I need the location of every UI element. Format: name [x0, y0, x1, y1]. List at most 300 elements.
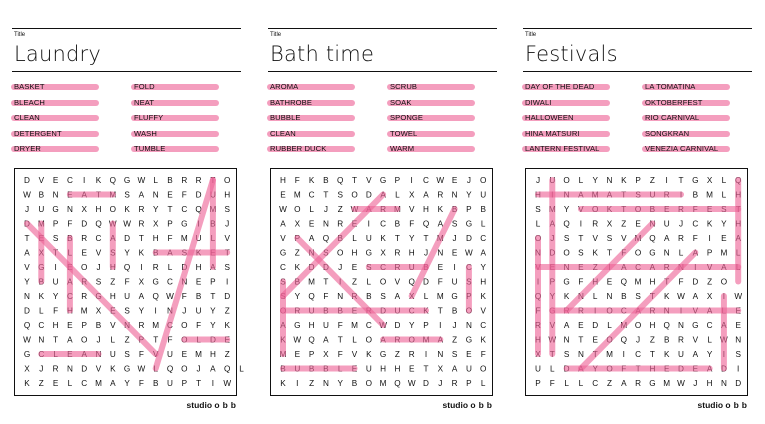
grid-letter: S	[563, 350, 570, 359]
puzzle-title: Festivals	[525, 42, 618, 66]
grid-letter: M	[634, 234, 642, 243]
grid-letter: H	[535, 335, 541, 345]
grid-letter: P	[549, 277, 556, 287]
grid-letter: V	[280, 234, 286, 243]
grid-letter: A	[110, 379, 116, 388]
grid-letter: D	[549, 248, 556, 258]
grid-letter: E	[706, 205, 713, 214]
grid-letter: H	[735, 190, 742, 200]
grid-letter: Q	[563, 219, 570, 229]
grid-letter: P	[167, 219, 173, 229]
word-list-item	[525, 144, 599, 153]
grid-letter: J	[423, 248, 429, 258]
grid-letter: X	[294, 219, 301, 229]
grid-letter: R	[337, 219, 344, 229]
grid-letter: B	[451, 205, 458, 214]
grid-letter: A	[578, 364, 584, 374]
grid-letter: E	[351, 263, 358, 272]
grid-letter: T	[196, 379, 202, 388]
grid-letter: J	[96, 263, 101, 272]
word-list-item	[390, 144, 414, 153]
grid-letter: N	[535, 248, 541, 258]
grid-letter: Q	[95, 219, 102, 229]
grid-letter: A	[67, 277, 73, 287]
grid-letter: C	[706, 321, 713, 330]
word-list-item	[134, 113, 163, 122]
grid-letter: L	[53, 350, 58, 359]
grid-letter: R	[394, 263, 401, 272]
grid-letter: M	[634, 277, 642, 287]
grid-letter: T	[578, 335, 584, 345]
grid-letter: Y	[592, 364, 598, 374]
grid-letter: V	[394, 277, 401, 287]
grid-letter: N	[437, 248, 444, 258]
grid-letter: I	[579, 219, 583, 229]
grid-letter: O	[379, 277, 387, 287]
grid-letter: L	[721, 306, 727, 316]
grid-letter: F	[323, 292, 329, 301]
grid-letter: S	[380, 292, 386, 301]
grid-letter: U	[124, 292, 131, 301]
grid-letter: I	[694, 263, 697, 272]
grid-letter: C	[465, 263, 472, 272]
grid-letter: Q	[166, 364, 174, 374]
grid-letter: R	[351, 292, 358, 301]
grid-letter: K	[195, 248, 202, 258]
grid-letter: H	[308, 321, 315, 330]
grid-letter: U	[109, 350, 116, 359]
grid-letter: V	[592, 234, 598, 243]
grid-letter: E	[635, 219, 641, 229]
word-label: SPONGE	[390, 113, 424, 122]
grid-letter: S	[110, 248, 116, 258]
grid-letter: T	[53, 335, 59, 345]
grid-letter: W	[279, 205, 287, 214]
grid-letter: V	[692, 335, 699, 345]
word-list-item	[14, 113, 40, 122]
grid-letter: Y	[52, 292, 59, 301]
word-label: CLEAN	[270, 128, 296, 138]
grid-letter: S	[124, 306, 130, 316]
grid-letter: C	[280, 263, 286, 272]
grid-letter: O	[181, 364, 188, 374]
grid-letter: H	[649, 364, 656, 374]
grid-letter: Q	[649, 234, 656, 243]
grid-letter: S	[95, 277, 102, 287]
word-label: TUMBLE	[134, 144, 166, 153]
grid-letter: G	[123, 176, 131, 185]
grid-letter: D	[423, 277, 429, 287]
grid-letter: V	[38, 176, 45, 185]
grid-letter: A	[380, 335, 386, 345]
grid-letter: Z	[649, 176, 655, 185]
grid-letter: S	[578, 248, 584, 258]
grid-letter: E	[351, 364, 358, 374]
grid-letter: C	[423, 176, 429, 185]
grid-letter: H	[535, 190, 541, 200]
grid-letter: O	[606, 364, 613, 374]
grid-letter: W	[407, 379, 416, 388]
grid-letter: G	[123, 364, 131, 374]
grid-letter: I	[737, 364, 740, 374]
word-list-item	[645, 113, 699, 122]
grid-letter: K	[110, 364, 116, 374]
grid-letter: F	[437, 277, 443, 287]
grid-letter: T	[53, 248, 59, 258]
grid-letter: Q	[620, 335, 627, 345]
grid-letter: E	[663, 205, 670, 214]
grid-letter: I	[54, 263, 57, 272]
grid-letter: G	[692, 321, 699, 330]
grid-letter: D	[24, 176, 30, 185]
grid-letter: I	[708, 234, 711, 243]
brand-studio: studio	[697, 400, 724, 410]
grid-letter: Q	[195, 205, 202, 214]
grid-letter: A	[692, 292, 699, 301]
grid-letter: E	[549, 263, 556, 272]
grid-letter: R	[52, 364, 59, 374]
grid-letter: S	[635, 190, 641, 200]
grid-letter: D	[209, 335, 216, 345]
grid-letter: I	[608, 263, 611, 272]
grid-letter: G	[563, 277, 570, 287]
title-rule	[523, 71, 752, 72]
grid-letter: K	[280, 335, 286, 345]
brand-studio: studio	[442, 400, 469, 410]
grid-letter: H	[195, 263, 202, 272]
grid-letter: E	[735, 306, 741, 316]
grid-letter: R	[663, 190, 670, 200]
grid-letter: L	[607, 321, 612, 330]
grid-letter: E	[578, 321, 584, 330]
grid-letter: T	[423, 234, 429, 243]
grid-letter: D	[678, 364, 684, 374]
word-label: AROMA	[270, 82, 299, 91]
grid-letter: H	[351, 248, 358, 258]
grid-letter: T	[664, 277, 670, 287]
grid-letter: Y	[210, 306, 216, 316]
found-word-strike	[27, 224, 159, 355]
grid-letter: W	[720, 335, 728, 345]
grid-letter: R	[138, 321, 145, 330]
word-list-item	[134, 129, 157, 138]
grid-letter: L	[550, 364, 555, 374]
grid-letter: M	[422, 335, 430, 345]
word-label: SOAK	[390, 97, 412, 107]
grid-letter: F	[549, 379, 555, 388]
word-label: SONGKRAN	[645, 128, 690, 138]
grid-letter: J	[39, 364, 44, 374]
grid-letter: G	[279, 248, 287, 258]
word-label: BUBBLE	[270, 113, 301, 122]
grid-letter: V	[351, 350, 358, 359]
word-label: LANTERN FESTIVAL	[525, 144, 600, 153]
grid-letter: S	[535, 205, 541, 214]
grid-letter: N	[152, 190, 159, 200]
grid-letter: K	[138, 248, 145, 258]
grid-letter: O	[408, 335, 415, 345]
word-list-item	[14, 144, 41, 153]
grid-letter: D	[322, 263, 329, 272]
grid-letter: D	[181, 263, 188, 272]
grid-letter: R	[152, 263, 159, 272]
brand-footer	[187, 400, 239, 410]
title-label: Title	[525, 32, 537, 38]
grid-letter: J	[96, 335, 101, 345]
grid-letter: O	[365, 335, 372, 345]
grid-letter: A	[621, 263, 627, 272]
grid-letter: E	[308, 219, 315, 229]
grid-letter: N	[720, 379, 727, 388]
grid-letter: Y	[480, 263, 486, 272]
word-label: FLUFFY	[134, 113, 164, 122]
grid-letter: R	[394, 335, 401, 345]
puzzle-title: Laundry	[14, 42, 101, 66]
grid-letter: M	[620, 321, 628, 330]
grid-letter: E	[451, 176, 458, 185]
grid-letter: E	[67, 190, 73, 200]
grid-letter: I	[622, 350, 625, 359]
grid-letter: M	[436, 292, 444, 301]
grid-letter: A	[606, 190, 613, 200]
grid-letter: I	[424, 350, 428, 359]
grid-letter: N	[308, 248, 315, 258]
top-rule	[12, 28, 241, 29]
grid-letter: Z	[224, 350, 230, 359]
grid-letter: U	[38, 205, 45, 214]
grid-letter: A	[366, 205, 372, 214]
grid-letter: V	[24, 263, 30, 272]
grid-letter: A	[138, 292, 145, 301]
grid-letter: V	[95, 248, 102, 258]
grid-letter: I	[679, 306, 683, 316]
grid-letter: K	[95, 176, 102, 185]
grid-letter: B	[323, 306, 329, 316]
grid-letter: V	[366, 176, 372, 185]
grid-letter: P	[308, 350, 315, 359]
grid-letter: L	[196, 335, 201, 345]
grid-letter: U	[535, 364, 541, 374]
grid-letter: Y	[337, 379, 343, 388]
grid-letter: W	[123, 219, 131, 229]
grid-letter: N	[606, 176, 613, 185]
grid-letter: J	[636, 335, 641, 345]
grid-letter: E	[67, 350, 73, 359]
grid-letter: K	[24, 379, 30, 388]
grid-letter: X	[706, 292, 713, 301]
grid-letter: E	[408, 364, 415, 374]
grid-letter: F	[578, 277, 584, 287]
grid-letter: U	[451, 277, 458, 287]
grid-letter: E	[351, 306, 358, 316]
grid-letter: X	[437, 364, 444, 374]
grid-letter: E	[181, 350, 188, 359]
grid-letter: L	[578, 176, 584, 185]
grid-letter: H	[152, 234, 159, 243]
grid-letter: F	[167, 335, 173, 345]
grid-letter: X	[606, 219, 613, 229]
grid-letter: Y	[210, 321, 216, 330]
grid-letter: E	[663, 364, 670, 374]
grid-letter: S	[280, 292, 286, 301]
grid-letter: R	[195, 176, 202, 185]
grid-letter: L	[578, 379, 584, 388]
grid-letter: L	[678, 248, 684, 258]
grid-letter: H	[109, 263, 116, 272]
grid-letter: J	[438, 379, 443, 388]
grid-letter: A	[437, 335, 444, 345]
grid-letter: L	[423, 292, 429, 301]
grid-letter: I	[197, 219, 200, 229]
grid-letter: U	[549, 176, 556, 185]
grid-letter: A	[437, 219, 444, 229]
grid-letter: B	[323, 176, 329, 185]
grid-letter: A	[210, 364, 216, 374]
grid-letter: M	[393, 205, 401, 214]
grid-letter: S	[52, 234, 59, 243]
grid-letter: A	[649, 263, 656, 272]
grid-letter: S	[635, 292, 641, 301]
grid-letter: Q	[534, 292, 542, 301]
grid-letter: K	[423, 306, 429, 316]
grid-letter: V	[480, 306, 486, 316]
grid-letter: F	[181, 292, 187, 301]
grid-letter: L	[110, 335, 116, 345]
grid-letter: M	[436, 234, 444, 243]
grid-letter: U	[649, 190, 656, 200]
grid-letter: U	[294, 364, 301, 374]
word-list	[268, 82, 497, 162]
grid-letter: K	[663, 292, 670, 301]
grid-letter: X	[535, 350, 541, 359]
grid-letter: I	[211, 379, 215, 388]
grid-letter: G	[23, 350, 31, 359]
grid-letter: R	[81, 277, 88, 287]
grid-letter: D	[24, 306, 30, 316]
grid-letter: R	[138, 219, 145, 229]
grid-letter: V	[706, 263, 713, 272]
grid-letter: P	[466, 379, 472, 388]
grid-letter: L	[67, 248, 73, 258]
grid-letter: A	[692, 350, 699, 359]
word-label: RIO CARNIVAL	[645, 113, 700, 122]
grid-letter: H	[52, 321, 59, 330]
grid-letter: N	[52, 190, 59, 200]
grid-letter: L	[721, 190, 727, 200]
grid-letter: N	[663, 306, 670, 316]
grid-letter: C	[380, 219, 387, 229]
grid-letter: A	[210, 263, 216, 272]
grid-letter: L	[707, 335, 712, 345]
grid-letter: A	[67, 335, 73, 345]
grid-letter: W	[379, 321, 387, 330]
grid-letter: W	[677, 292, 685, 301]
word-label: DRYER	[14, 144, 41, 153]
grid-letter: A	[167, 248, 173, 258]
grid-letter: B	[621, 292, 627, 301]
word-list-item	[270, 98, 312, 107]
grid-letter: G	[365, 248, 372, 258]
grid-letter: H	[209, 350, 216, 359]
grid-letter: E	[721, 234, 727, 243]
grid-letter: A	[138, 190, 145, 200]
grid-letter: D	[81, 364, 88, 374]
grid-letter: B	[451, 306, 458, 316]
grid-letter: U	[408, 263, 415, 272]
grid-letter: O	[606, 306, 613, 316]
grid-letter: C	[635, 263, 642, 272]
grid-letter: H	[109, 292, 116, 301]
grid-letter: Q	[308, 292, 315, 301]
word-label: FOLD	[134, 82, 155, 91]
word-label: WARM	[390, 144, 415, 153]
grid-letter: Z	[309, 379, 315, 388]
grid-letter: Z	[337, 205, 343, 214]
grid-letter: O	[592, 205, 599, 214]
grid-letter: U	[195, 306, 202, 316]
grid-letter: Y	[138, 306, 145, 316]
word-label: HINA MATSURI	[525, 128, 580, 138]
grid-letter: R	[535, 321, 541, 330]
grid-letter: C	[620, 306, 627, 316]
grid-letter: J	[452, 234, 457, 243]
grid-letter: R	[437, 190, 444, 200]
grid-letter: H	[706, 379, 713, 388]
grid-letter: K	[308, 176, 315, 185]
word-label: WASH	[134, 128, 157, 138]
grid-letter: N	[451, 190, 458, 200]
grid-letter: I	[722, 292, 726, 301]
grid-letter: J	[466, 176, 471, 185]
grid-letter: E	[735, 321, 741, 330]
grid-letter: S	[451, 350, 458, 359]
grid-letter: R	[408, 350, 415, 359]
grid-letter: T	[337, 335, 343, 345]
grid-letter: T	[351, 176, 358, 185]
grid-letter: S	[224, 263, 230, 272]
grid-letter: H	[408, 248, 415, 258]
grid-letter: X	[323, 350, 329, 359]
grid-letter: O	[337, 248, 344, 258]
grid-letter: Z	[351, 277, 358, 287]
grid-letter: T	[95, 190, 102, 200]
grid-letter: N	[66, 364, 73, 374]
grid-letter: A	[621, 379, 627, 388]
grid-letter: E	[67, 321, 73, 330]
grid-letter: N	[322, 219, 329, 229]
grid-letter: Q	[152, 292, 159, 301]
grid-letter: D	[720, 364, 727, 374]
word-list-item	[270, 144, 326, 153]
grid-letter: C	[480, 234, 487, 243]
grid-letter: X	[138, 277, 145, 287]
grid-letter: H	[423, 205, 429, 214]
word-list-item	[390, 98, 412, 107]
word-list-item	[14, 129, 62, 138]
grid-letter: N	[337, 292, 344, 301]
puzzle-panel-festivals	[523, 28, 752, 418]
grid-letter: X	[38, 248, 45, 258]
grid-letter: W	[465, 248, 473, 258]
grid-letter: N	[181, 277, 188, 287]
word-label: NEAT	[134, 97, 155, 107]
letter-grid	[525, 168, 748, 396]
grid-letter: B	[152, 379, 159, 388]
grid-letter: J	[550, 234, 555, 243]
title-rule	[268, 71, 497, 72]
grid-letter: C	[380, 263, 387, 272]
word-list-item	[390, 82, 417, 91]
